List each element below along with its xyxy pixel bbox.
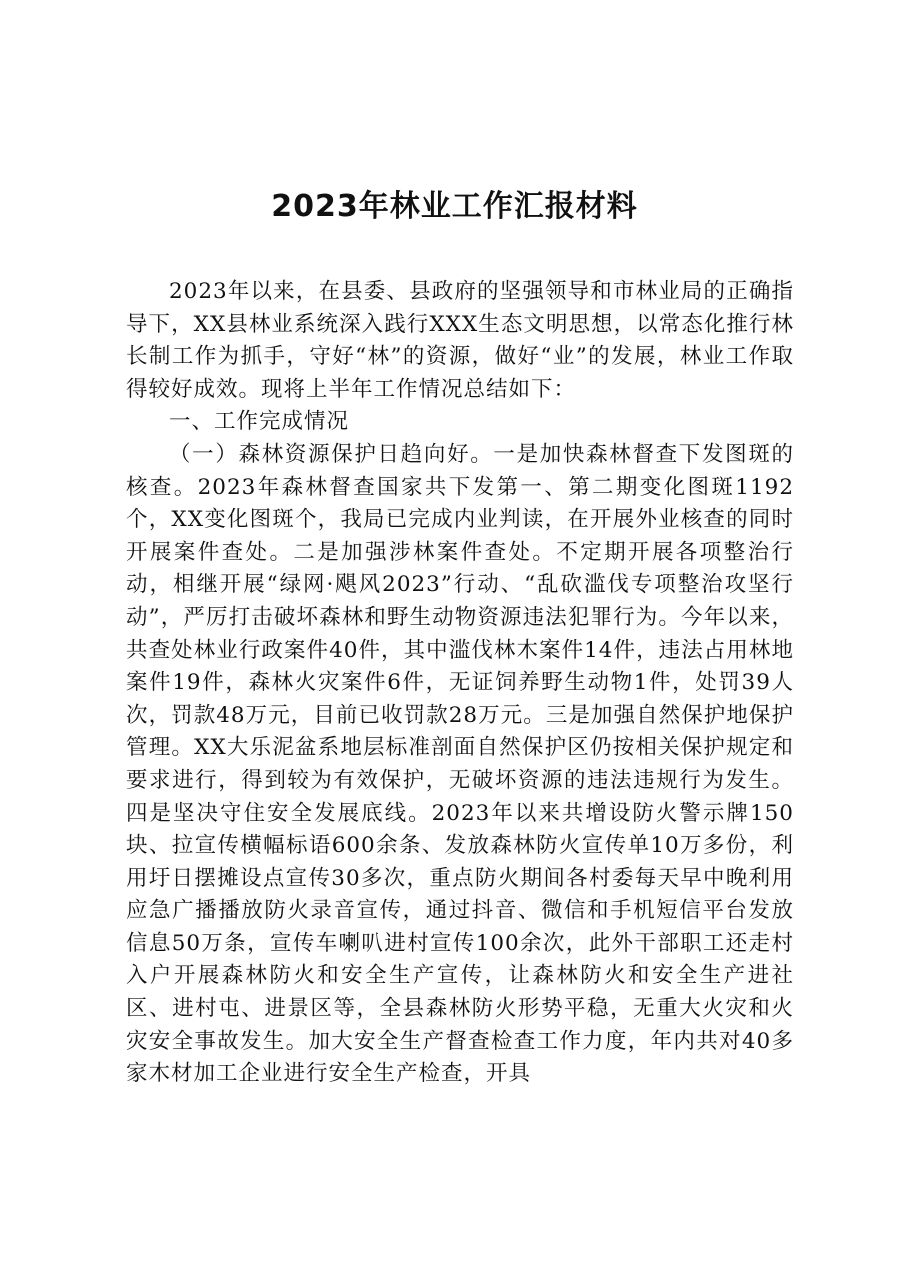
paragraph-forest-protection: （一）森林资源保护日趋向好。一是加快森林督查下发图斑的核查。2023年森林督查国家共下发第一、第二期变化图斑1192个，XX变化图斑个，我局已完成内业判读，在开展外业核查的同时开展案件查处。二是加强涉林案件查处。不定期开展各项整治行动，相继开展“绿网·飓风2023”行动、“乱砍滥伐专项整治攻坚行动”，严厉打击破坏森林和野生动物资源违法犯罪行为。今年以来，共查处林业行政案件40件，其中滥伐林木案件14件，违法占用林地案件19件，森林火灾案件6件，无证饲养野生动物1件，处罚39人次，罚款48万元，目前已收罚款28万元。三是加强自然保护地保护管理。XX大乐泥盆系地层标准剖面自然保护区仍按相关保护规定和要求进行，得到较为有效保护，无破坏资源的违法违规行为发生。四是坚决守住安全发展底线。2023年以来共增设防火警示牌150块、拉宣传横幅标语600余条、发放森林防火宣传单10万多份，利用圩日摆摊设点宣传30多次，重点防火期间各村委每天早中晚利用应急广播播放防火录音宣传，通过抖音、微信和手机短信平台发放信息50万条，宣传车喇叭进村宣传100余次，此外干部职工还走村入户开展森林防火和安全生产宣传，让森林防火和安全生产进社区、进村屯、进景区等，全县森林防火形势平稳，无重大火灾和火灾安全事故发生。加大安全生产督查检查工作力度，年内共对40多家木材加工企业进行安全生产检查，开具 [126, 441, 794, 1087]
document-title: 2023年林业工作汇报材料 [271, 189, 638, 224]
document-body [126, 276, 794, 1091]
paragraph-intro: 2023年以来，在县委、县政府的坚强领导和市林业局的正确指导下，XX县林业系统深入践行XXX生态文明思想，以常态化推行林长制工作为抓手，守好“林”的资源，做好“业”的发展，林业工作取得较好成效。现将上半年工作情况总结如下： [126, 279, 794, 402]
section-heading: 一、工作完成情况 [169, 409, 350, 435]
